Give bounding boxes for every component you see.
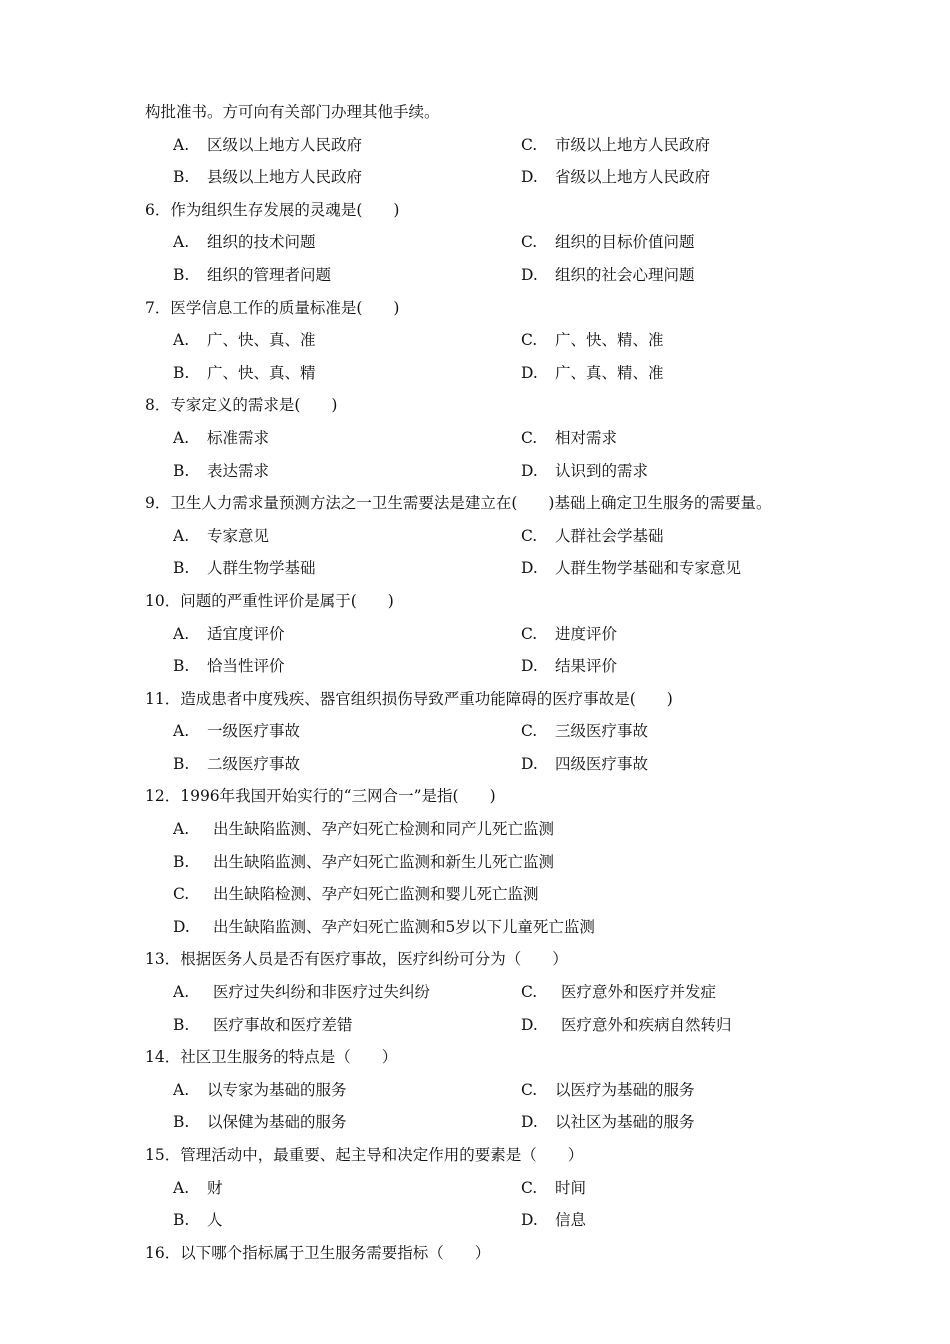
option-letter: B. <box>173 363 190 382</box>
option-text: 三级医疗事故 <box>555 722 649 741</box>
question-11-stem: 11．造成患者中度残疾、器官组织损伤导致严重功能障碍的医疗事故是( ) <box>145 689 673 708</box>
option-text: 出生缺陷监测、孕产妇死亡检测和同产儿死亡监测 <box>213 820 555 839</box>
option-letter: D. <box>521 559 538 578</box>
question-13-stem: 13．根据医务人员是否有医疗事故，医疗纠纷可分为（ ） <box>145 950 568 969</box>
option-text: 出生缺陷检测、孕产妇死亡监测和婴儿死亡监测 <box>213 885 539 904</box>
option-letter: B. <box>173 1211 190 1230</box>
option-row <box>145 1009 845 1042</box>
option-letter: C. <box>521 1080 538 1099</box>
option-letter: B. <box>173 265 190 284</box>
option-letter: D. <box>521 461 538 480</box>
option-letter: B. <box>173 559 190 578</box>
option-letter: A. <box>173 1178 190 1197</box>
option-text: 结果评价 <box>555 657 618 676</box>
option-text: 以保健为基础的服务 <box>207 1113 347 1132</box>
option-text: 出生缺陷监测、孕产妇死亡监测和新生儿死亡监测 <box>213 852 555 871</box>
option-letter: B. <box>173 754 190 773</box>
option-letter: B. <box>173 852 190 871</box>
option-text: 广、真、精、准 <box>555 363 664 382</box>
option-row <box>145 650 845 683</box>
option-row <box>145 1204 845 1237</box>
question-16-stem: 16．以下哪个指标属于卫生服务需要指标（ ） <box>145 1243 491 1262</box>
option-letter: C. <box>521 526 538 545</box>
option-row <box>145 226 845 259</box>
option-text: 一级医疗事故 <box>207 722 301 741</box>
option-row <box>145 357 845 390</box>
option-row <box>145 715 845 748</box>
option-text: 人群社会学基础 <box>555 526 664 545</box>
option-text: 区级以上地方人民政府 <box>207 135 363 154</box>
option-text: 市级以上地方人民政府 <box>555 135 711 154</box>
option-letter: A. <box>173 820 190 839</box>
option-letter: A. <box>173 624 190 643</box>
option-text: 广、快、真、准 <box>207 331 316 350</box>
option-row <box>145 1172 845 1205</box>
option-text: 组织的技术问题 <box>207 233 316 252</box>
option-row <box>145 520 845 553</box>
option-letter: D. <box>521 363 538 382</box>
option-text: 财 <box>207 1178 223 1197</box>
question-6-stem: 6．作为组织生存发展的灵魂是( ) <box>145 200 400 219</box>
option-text: 人群生物学基础 <box>207 559 316 578</box>
option-letter: D. <box>521 168 538 187</box>
option-text: 四级医疗事故 <box>555 754 649 773</box>
question-7-stem: 7．医学信息工作的质量标准是( ) <box>145 298 400 317</box>
option-row <box>145 813 845 846</box>
option-text: 以医疗为基础的服务 <box>555 1080 695 1099</box>
option-text: 信息 <box>555 1211 587 1230</box>
option-text: 医疗事故和医疗差错 <box>213 1015 353 1034</box>
option-letter: A. <box>173 1080 190 1099</box>
option-row <box>145 259 845 292</box>
option-text: 标准需求 <box>207 428 270 447</box>
question-8-stem: 8．专家定义的需求是( ) <box>145 396 338 415</box>
option-row <box>145 422 845 455</box>
option-text: 认识到的需求 <box>555 461 649 480</box>
option-text: 医疗过失纠纷和非医疗过失纠纷 <box>213 983 431 1002</box>
option-text: 时间 <box>555 1178 587 1197</box>
option-text: 组织的管理者问题 <box>207 265 332 284</box>
option-row <box>145 846 845 879</box>
option-text: 进度评价 <box>555 624 618 643</box>
option-row <box>145 1106 845 1139</box>
option-letter: B. <box>173 1113 190 1132</box>
option-text: 医疗意外和疾病自然转归 <box>561 1015 732 1034</box>
question-15-stem: 15．管理活动中，最重要、起主导和决定作用的要素是（ ） <box>145 1146 584 1164</box>
option-text: 相对需求 <box>555 428 618 447</box>
option-letter: C. <box>521 135 538 154</box>
option-letter: D. <box>521 754 538 773</box>
intro-text: 构批准书。方可向有关部门办理其他手续。 <box>145 103 440 121</box>
option-letter: C. <box>521 331 538 350</box>
option-letter: B. <box>173 657 190 676</box>
option-letter: C. <box>521 722 538 741</box>
option-letter: A. <box>173 233 190 252</box>
option-letter: D. <box>521 1015 538 1034</box>
option-text: 县级以上地方人民政府 <box>207 168 363 187</box>
document-page <box>145 96 845 1269</box>
option-row <box>145 618 845 651</box>
option-letter: A. <box>173 983 190 1002</box>
option-text: 医疗意外和医疗并发症 <box>561 983 717 1002</box>
option-letter: D. <box>521 657 538 676</box>
question-10-stem: 10．问题的严重性评价是属于( ) <box>145 591 394 610</box>
option-row <box>145 976 845 1009</box>
option-text: 专家意见 <box>207 526 270 545</box>
option-letter: B. <box>173 168 190 187</box>
option-row <box>145 878 845 911</box>
question-14-stem: 14．社区卫生服务的特点是（ ） <box>145 1048 398 1067</box>
option-row <box>145 324 845 357</box>
option-letter: C. <box>521 233 538 252</box>
option-text: 恰当性评价 <box>207 657 285 676</box>
option-text: 表达需求 <box>207 461 270 480</box>
option-letter: C. <box>521 1178 538 1197</box>
option-letter: C. <box>173 885 190 904</box>
question-12-stem: 12．1996年我国开始实行的“三网合一”是指( ) <box>145 787 496 806</box>
option-text: 广、快、精、准 <box>555 331 664 350</box>
option-text: 省级以上地方人民政府 <box>555 168 711 187</box>
option-letter: C. <box>521 983 538 1002</box>
option-text: 以社区为基础的服务 <box>555 1113 695 1132</box>
option-letter: D. <box>521 265 538 284</box>
option-row <box>145 552 845 585</box>
option-text: 人群生物学基础和专家意见 <box>555 559 742 578</box>
option-letter: A. <box>173 331 190 350</box>
option-row <box>145 1074 845 1107</box>
question-9-stem: 9．卫生人力需求量预测方法之一卫生需要法是建立在( )基础上确定卫生服务的需要量。 <box>145 494 772 513</box>
option-text: 出生缺陷监测、孕产妇死亡监测和5岁以下儿童死亡监测 <box>213 917 595 936</box>
option-text: 适宜度评价 <box>207 624 285 643</box>
option-row <box>145 161 845 194</box>
option-letter: B. <box>173 461 190 480</box>
option-letter: D. <box>521 1113 538 1132</box>
option-row <box>145 455 845 488</box>
option-letter: C. <box>521 428 538 447</box>
option-letter: A. <box>173 526 190 545</box>
option-text: 广、快、真、精 <box>207 363 316 382</box>
option-row <box>145 748 845 781</box>
option-letter: D. <box>521 1211 538 1230</box>
option-letter: A. <box>173 428 190 447</box>
option-letter: C. <box>521 624 538 643</box>
option-text: 组织的目标价值问题 <box>555 233 695 252</box>
option-text: 以专家为基础的服务 <box>207 1080 347 1099</box>
option-text: 人 <box>207 1211 223 1230</box>
option-text: 组织的社会心理问题 <box>555 265 695 284</box>
option-letter: D. <box>173 917 190 936</box>
option-text: 二级医疗事故 <box>207 754 301 773</box>
option-letter: A. <box>173 135 190 154</box>
option-letter: A. <box>173 722 190 741</box>
option-row <box>145 911 845 944</box>
option-row <box>145 129 845 162</box>
option-letter: B. <box>173 1015 190 1034</box>
